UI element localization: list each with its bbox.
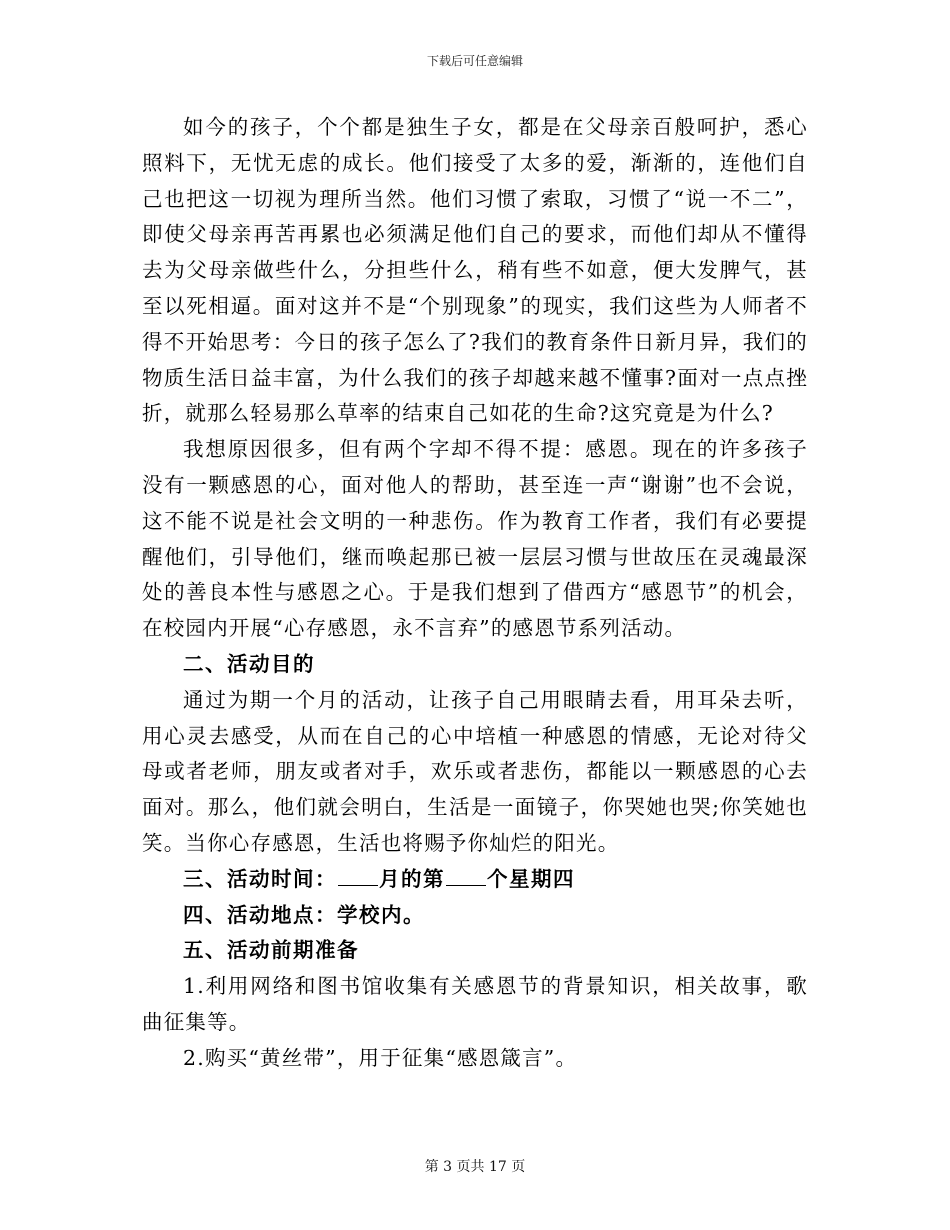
time-label: 三、活动时间： (183, 866, 337, 891)
paragraph-background: 如今的孩子，个个都是独生子女，都是在父母亲百般呵护，悉心照料下，无忧无虑的成长。他们接受了太多的爱，渐渐的，连他们自己也把这一切视为理所当然。他们习惯了索取，习惯了“说一不二”，即使父母亲再苦再累也必须满足他们自己的要求，而他们却从不懂得去为父母亲做些什么，分担些什么，稍有些不如意，便大发脾气，甚至以死相逼。面对这并不是“个别现象”的现实，我们这些为人师者不得不开始思考：今日的孩子怎么了?我们的教育条件日新月异，我们的物质生活日益丰富，为什么我们的孩子却越来越不懂事?面对一点点挫折，就那么轻易那么草率的结束自己如花的生命?这究竟是为什么? (142, 115, 808, 426)
month-blank (338, 863, 378, 886)
section-heading-location: 四、活动地点：学校内。 (183, 902, 425, 927)
time-suffix: 个星期四 (487, 866, 575, 891)
list-item-prep-1: 1.利用网络和图书馆收集有关感恩节的背景知识，相关故事，歌曲征集等。 (142, 974, 808, 1034)
list-item-prep-2: 2.购买“黄丝带”，用于征集“感恩箴言”。 (183, 1045, 578, 1070)
document-body (142, 110, 808, 1077)
section-heading-preparation: 五、活动前期准备 (183, 938, 359, 963)
page-footer: 第 3 页共 17 页 (424, 1159, 526, 1175)
time-mid: 月的第 (379, 866, 445, 891)
section-heading-time (142, 862, 808, 898)
paragraph-purpose: 通过为期一个月的活动，让孩子自己用眼睛去看，用耳朵去听，用心灵去感受，从而在自己的心中培植一种感恩的情感，无论对待父母或者老师，朋友或者对手，欢乐或者悲伤，都能以一颗感恩的心去面对。那么，他们就会明白，生活是一面镜子，你哭她也哭;你笑她也笑。当你心存感恩，生活也将赐予你灿烂的阳光。 (142, 687, 808, 855)
week-blank (446, 863, 486, 886)
section-heading-purpose: 二、活动目的 (183, 651, 315, 676)
paragraph-reason: 我想原因很多，但有两个字却不得不提：感恩。现在的许多孩子没有一颗感恩的心，面对他人的帮助，甚至连一声“谢谢”也不会说，这不能不说是社会文明的一种悲伤。作为教育工作者，我们有必要提醒他们，引导他们，继而唤起那已被一层层习惯与世故压在灵魂最深处的善良本性与感恩之心。于是我们想到了借西方“感恩节”的机会，在校园内开展“心存感恩，永不言弃”的感恩节系列活动。 (142, 437, 808, 641)
page-header: 下载后可任意编辑 (426, 54, 523, 68)
